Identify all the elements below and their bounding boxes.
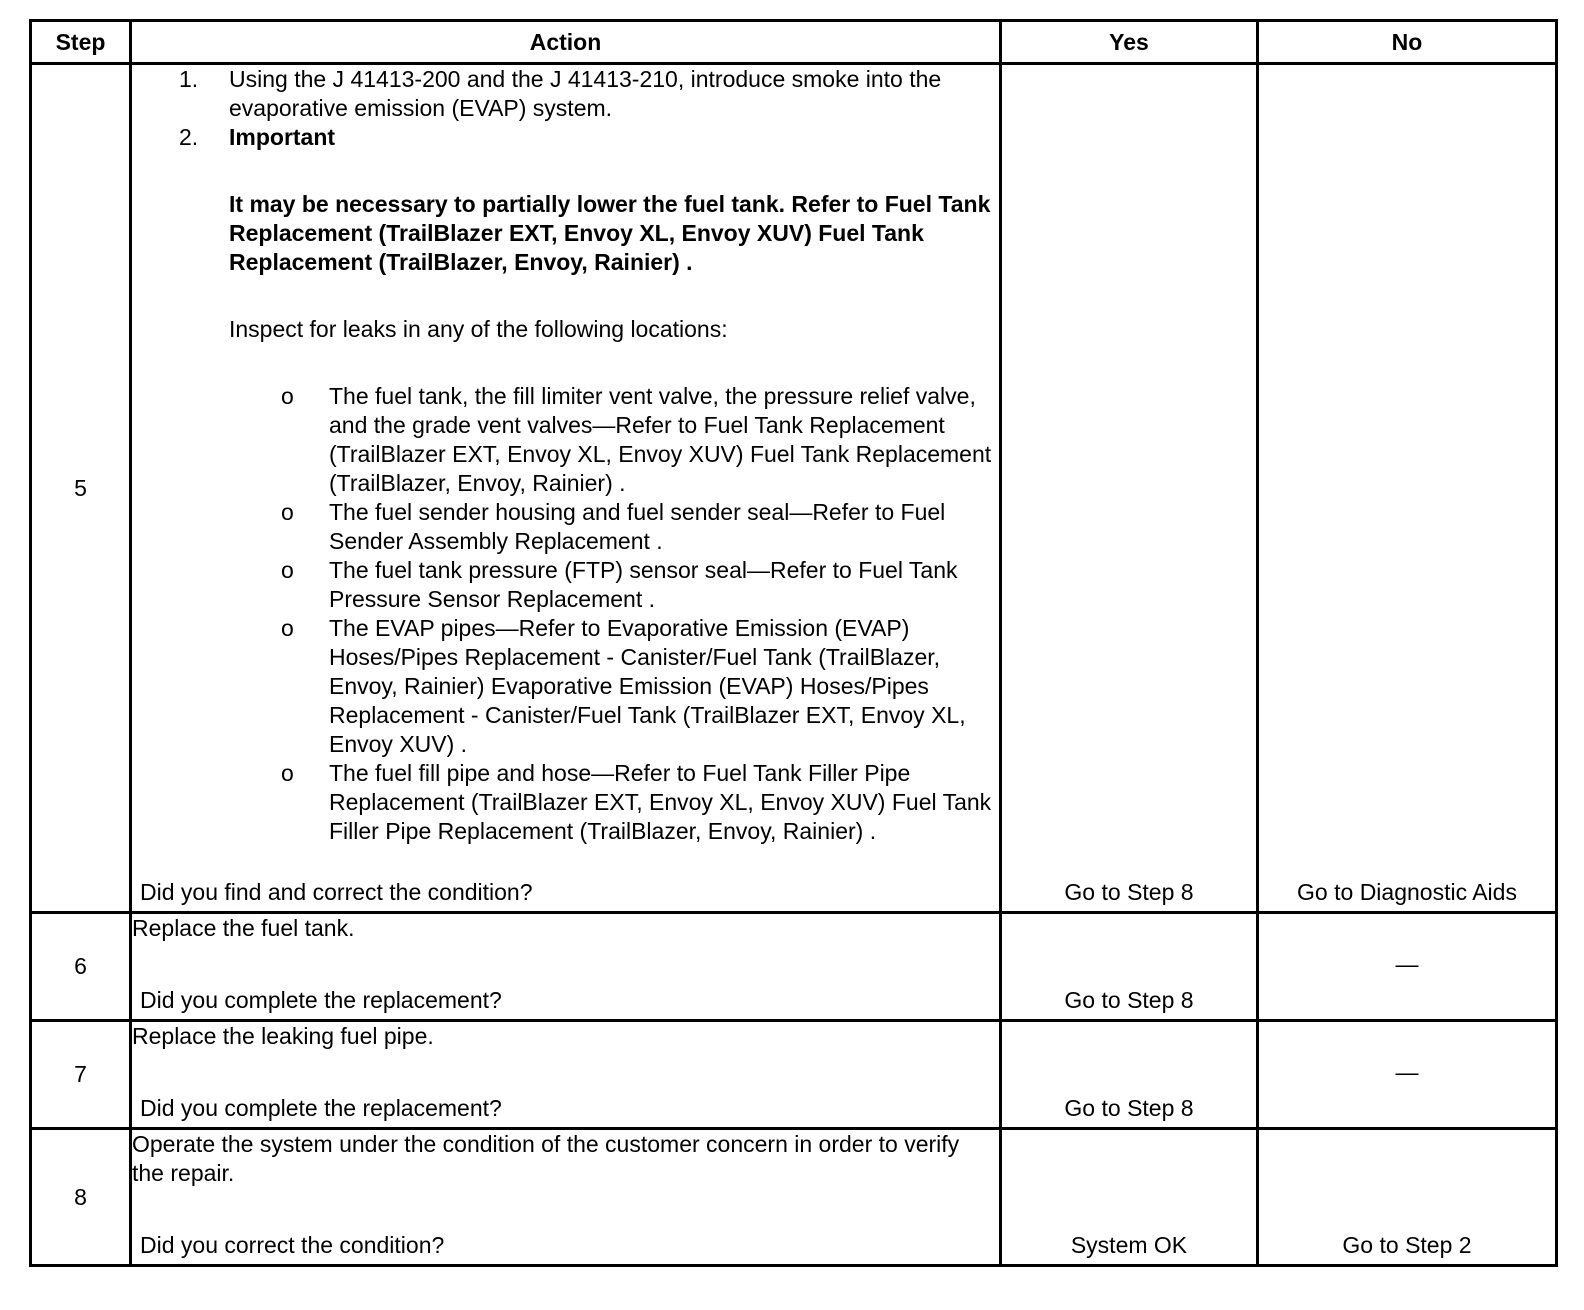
header-step: Step xyxy=(31,21,131,64)
yes-result: Go to Step 8 xyxy=(1064,1095,1194,1121)
list-item: o The fuel fill pipe and hose—Refer to Fuel Tank Filler Pipe Replacement (TrailBlazer EXT, Envoy XL, Envoy XUV) Fuel Tank Filler Pipe Replacement (TrailBlazer, Envoy, Rainier) . xyxy=(281,760,992,844)
bullet-icon: o xyxy=(281,557,294,583)
no-cell xyxy=(1258,1021,1557,1129)
yes-result: System OK xyxy=(1070,1232,1188,1258)
no-cell xyxy=(1258,64,1557,913)
question-text: Did you complete the replacement? xyxy=(140,987,502,1013)
action-cell xyxy=(131,1129,1001,1266)
step-number: 7 xyxy=(31,1021,131,1129)
yes-cell xyxy=(1001,64,1258,913)
step-number: 6 xyxy=(31,913,131,1021)
action-text: Operate the system under the condition of the customer concern in order to verify the repair. xyxy=(132,1131,960,1186)
no-result: Go to Diagnostic Aids xyxy=(1297,879,1517,905)
action-cell xyxy=(131,913,1001,1021)
no-result: — xyxy=(1395,951,1419,977)
table-row-step-8 xyxy=(31,1129,1557,1266)
header-yes: Yes xyxy=(1001,21,1258,64)
no-result: — xyxy=(1395,1059,1419,1085)
bullet-icon: o xyxy=(281,615,294,641)
item-text: Using the J 41413-200 and the J 41413-210, introduce smoke into the evaporative emission (EVAP) system. xyxy=(229,66,942,121)
list-item-1 xyxy=(132,65,999,123)
list-number: 2. xyxy=(179,124,199,150)
no-cell xyxy=(1258,913,1557,1021)
step-number: 8 xyxy=(31,1129,131,1266)
no-cell xyxy=(1258,1129,1557,1266)
location-items xyxy=(132,382,999,846)
list-number: 1. xyxy=(179,66,199,92)
yes-result: Go to Step 8 xyxy=(1064,987,1194,1013)
bullet-icon: o xyxy=(281,760,294,786)
diagnostic-table xyxy=(29,19,1558,1267)
question-text: Did you complete the replacement? xyxy=(140,1095,502,1121)
bullet-icon: o xyxy=(281,499,294,525)
list-item-2 xyxy=(132,123,999,344)
step-number: 5 xyxy=(31,64,131,913)
inspect-instruction: Inspect for leaks in any of the following locations: xyxy=(229,316,728,342)
action-text: Replace the fuel tank. xyxy=(132,915,355,941)
table-row-step-7 xyxy=(31,1021,1557,1129)
no-result: Go to Step 2 xyxy=(1342,1232,1472,1258)
question-text: Did you correct the condition? xyxy=(140,1232,445,1258)
list-item: o The fuel tank pressure (FTP) sensor seal—Refer to Fuel Tank Pressure Sensor Replacement . xyxy=(281,557,958,612)
bullet-icon: o xyxy=(281,383,294,409)
table-row-step-5 xyxy=(31,64,1557,913)
table-row-step-6 xyxy=(31,913,1557,1021)
yes-result: Go to Step 8 xyxy=(1064,879,1194,905)
important-note: It may be necessary to partially lower the fuel tank. Refer to Fuel Tank Replacement (TrailBlazer EXT, Envoy XL, Envoy XUV) Fuel Tank Replacement (TrailBlazer, Envoy, Rainier) . xyxy=(229,191,991,275)
header-action: Action xyxy=(131,21,1001,64)
action-cell xyxy=(131,64,1001,913)
list-item: o The fuel sender housing and fuel sender seal—Refer to Fuel Sender Assembly Replacement . xyxy=(281,499,946,554)
action-cell xyxy=(131,1021,1001,1129)
header-row xyxy=(31,21,1557,64)
yes-cell xyxy=(1001,1021,1258,1129)
question-text: Did you find and correct the condition? xyxy=(140,879,533,905)
action-text: Replace the leaking fuel pipe. xyxy=(132,1023,434,1049)
list-item: o The EVAP pipes—Refer to Evaporative Emission (EVAP) Hoses/Pipes Replacement - Canister/Fuel Tank (TrailBlazer, Envoy, Rainier) Evaporative Emission (EVAP) Hoses/Pipes Replacement - Canister/Fuel Tank (TrailBlazer EXT, Envoy XL, Envoy XUV) . xyxy=(281,615,966,757)
header-no: No xyxy=(1258,21,1557,64)
yes-cell xyxy=(1001,913,1258,1021)
list-item: o The fuel tank, the fill limiter vent valve, the pressure relief valve, and the grade vent valves—Refer to Fuel Tank Replacement (TrailBlazer EXT, Envoy XL, Envoy XUV) Fuel Tank Replacement (TrailBlazer, Envoy, Rainier) . xyxy=(281,383,992,496)
yes-cell xyxy=(1001,1129,1258,1266)
important-label: Important xyxy=(229,124,336,150)
